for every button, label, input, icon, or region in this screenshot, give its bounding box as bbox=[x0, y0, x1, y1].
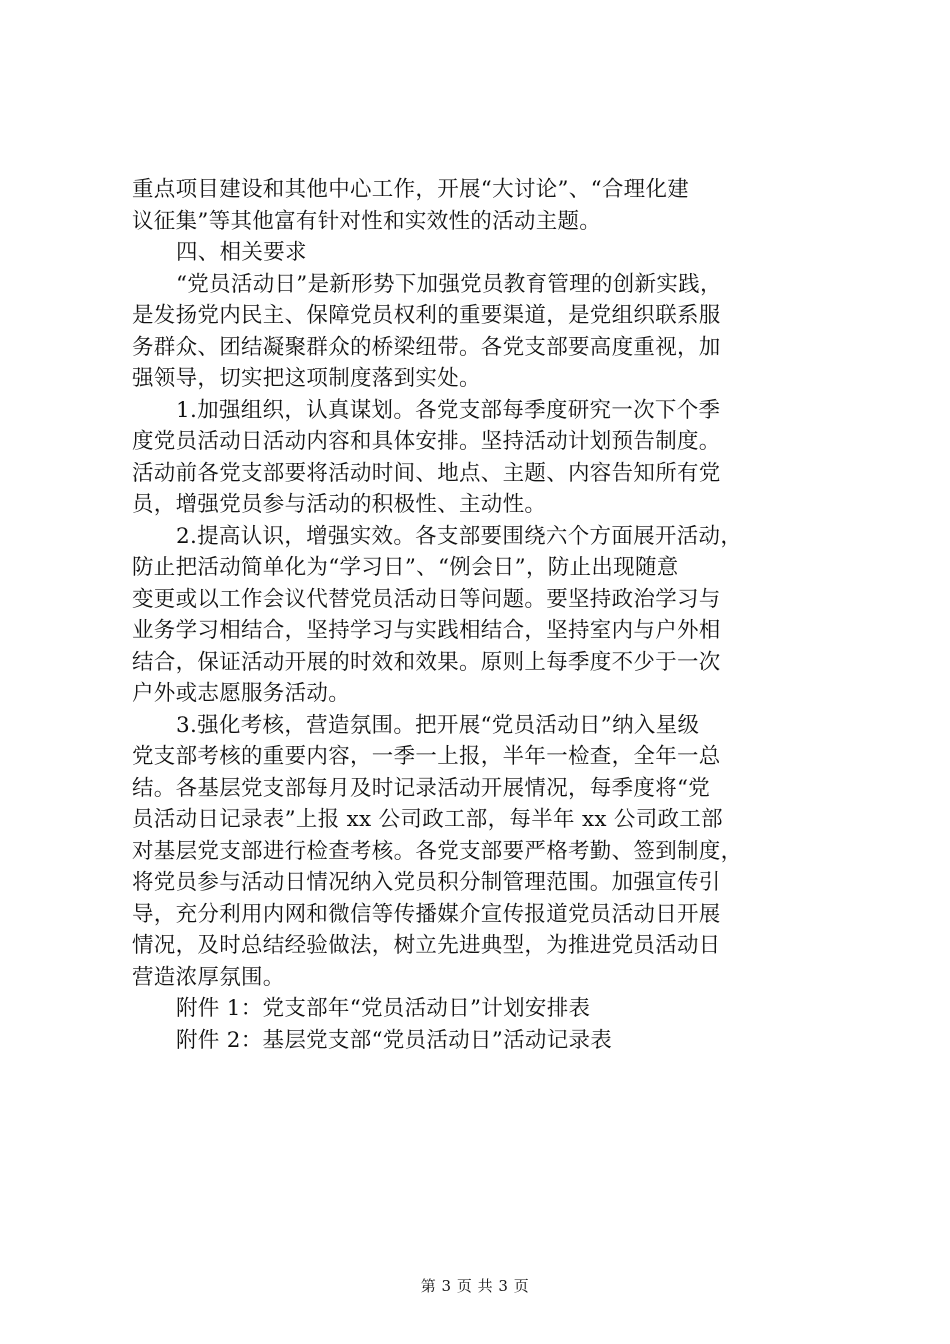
text-line: 附件 2：基层党支部“党员活动日”活动记录表 bbox=[176, 1027, 613, 1053]
text-line: 务群众、团结凝聚群众的桥梁纽带。各党支部要高度重视，加 bbox=[132, 334, 721, 360]
text-line: 将党员参与活动日情况纳入党员积分制管理范围。加强宣传引 bbox=[132, 870, 721, 895]
page-footer: 第 3 页 共 3 页 bbox=[420, 1277, 530, 1295]
text-line: 结合，保证活动开展的时效和效果。原则上每季度不少于一次 bbox=[132, 649, 721, 675]
text-line: 2.提高认识，增强实效。各支部要围绕六个方面展开活动， bbox=[176, 523, 743, 549]
text-line: 业务学习相结合，坚持学习与实践相结合，坚持室内与户外相 bbox=[132, 618, 721, 643]
text-line: 变更或以工作会议代替党员活动日等问题。要坚持政治学习与 bbox=[132, 586, 721, 612]
text-line: 强领导，切实把这项制度落到实处。 bbox=[132, 366, 481, 391]
text-line: 党支部考核的重要内容，一季一上报，半年一检查，全年一总 bbox=[132, 744, 721, 769]
text-line: 员活动日记录表”上报 xx 公司政工部，每半年 xx 公司政工部 bbox=[132, 807, 723, 832]
document-body bbox=[132, 174, 832, 1056]
text-line: 导，充分利用内网和微信等传播媒介宣传报道党员活动日开展 bbox=[132, 901, 721, 927]
text-line: 附件 1：党支部年“党员活动日”计划安排表 bbox=[176, 996, 591, 1021]
text-line: 四、相关要求 bbox=[176, 240, 307, 265]
text-line: 度党员活动日活动内容和具体安排。坚持活动计划预告制度。 bbox=[132, 429, 721, 454]
text-line: “党员活动日”是新形势下加强党员教育管理的创新实践， bbox=[176, 271, 722, 297]
text-line: 3.强化考核，营造氛围。把开展“党员活动日”纳入星级 bbox=[176, 712, 700, 738]
text-line: 营造浓厚氛围。 bbox=[132, 964, 285, 990]
text-line: 结。各基层党支部每月及时记录活动开展情况，每季度将“党 bbox=[132, 775, 711, 801]
text-line: 户外或志愿服务活动。 bbox=[132, 681, 351, 706]
text-line: 情况，及时总结经验做法，树立先进典型，为推进党员活动日 bbox=[132, 933, 721, 958]
text-line: 员，增强党员参与活动的积极性、主动性。 bbox=[132, 492, 547, 517]
text-line: 重点项目建设和其他中心工作，开展“大讨论”、“合理化建 bbox=[132, 177, 690, 202]
text-line: 活动前各党支部要将活动时间、地点、主题、内容告知所有党 bbox=[132, 460, 721, 486]
text-line: 是发扬党内民主、保障党员权利的重要渠道，是党组织联系服 bbox=[132, 303, 721, 328]
text-line: 对基层党支部进行检查考核。各党支部要严格考勤、签到制度， bbox=[132, 838, 743, 864]
text-line: 防止把活动简单化为“学习日”、“例会日”，防止出现随意 bbox=[132, 555, 679, 580]
text-line: 议征集”等其他富有针对性和实效性的活动主题。 bbox=[132, 208, 602, 234]
text-line: 1.加强组织，认真谋划。各党支部每季度研究一次下个季 bbox=[176, 397, 721, 423]
